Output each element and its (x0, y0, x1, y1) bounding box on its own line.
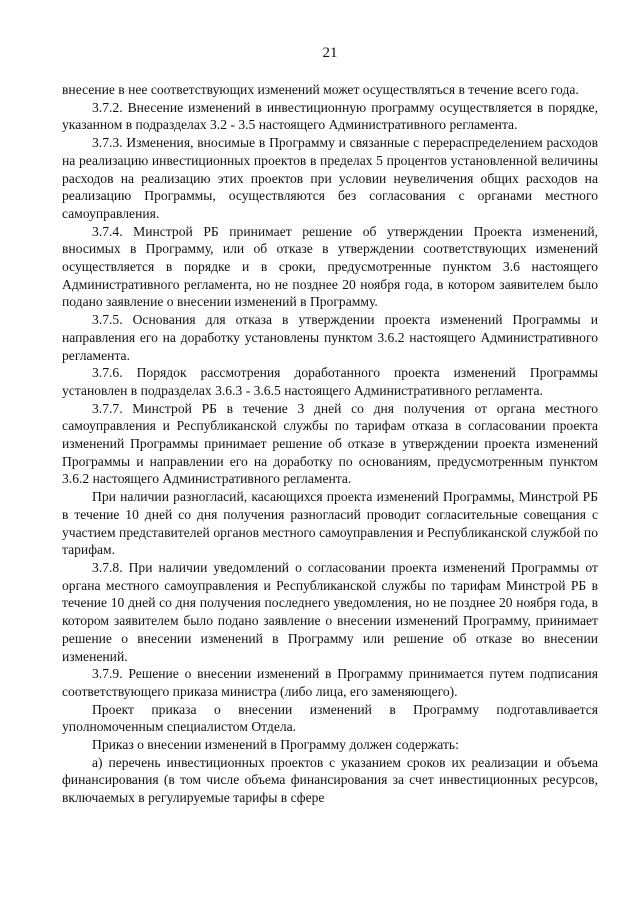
paragraph: внесение в нее соответствующих изменений может осуществляться в течение всего года. (62, 82, 579, 97)
paragraph: а) перечень инвестиционных проектов с указанием сроков их реализации и объема финансирования (в том числе объема финансирования за счет инвестиционных ресурсов, включаемых в регулируемые тарифы в сфере (62, 754, 598, 806)
paragraph: 3.7.9. Решение о внесении изменений в Программу принимается путем подписания соответствующего приказа министра (либо лица, его заменяющего). (62, 666, 598, 699)
paragraph: 3.7.4. Минстрой РБ принимает решение об утверждении Проекта изменений, вносимых в Программу, или об отказе в утверждении соответствующих изменений осуществляется в порядке и в сроки, предусмотренные пунктом 3.6 настоящего Административного регламента, но не позднее 20 ноября года, в котором заявителем было подано заявление о внесении изменений в Программу. (62, 223, 598, 310)
document-body (62, 81, 598, 807)
paragraph: 3.7.5. Основания для отказа в утверждении проекта изменений Программы и направления его на доработку установлены пунктом 3.6.2 настоящего Административного регламента. (62, 312, 598, 363)
paragraph: Приказ о внесении изменений в Программу должен содержать: (92, 737, 459, 753)
paragraph: 3.7.7. Минстрой РБ в течение 3 дней со дня получения от органа местного самоуправления и Республиканской службы по тарифам отказа в согласовании проекта изменений Программы принимает решение об отказе в утверждении проекта изменений Программы и направлении его на доработку по основаниям, предусмотренным пунктом 3.6.2 настоящего Административного регламента. (62, 400, 598, 487)
page-number: 21 (322, 45, 338, 61)
paragraph: При наличии разногласий, касающихся проекта изменений Программы, Минстрой РБ в течение 10 дней со дня получения разногласий проводит согласительные совещания с участием представителей органов местного самоуправления и Республиканской службой по тарифам. (62, 489, 598, 558)
paragraph: 3.7.6. Порядок рассмотрения доработанного проекта изменений Программы установлен в подразделах 3.6.3 - 3.6.5 настоящего Административного регламента. (62, 365, 598, 398)
paragraph: 3.7.2. Внесение изменений в инвестиционную программу осуществляется в порядке, указанном в подразделах 3.2 - 3.5 настоящего Административного регламента. (62, 99, 598, 133)
paragraph: Проект приказа о внесении изменений в Программу подготавливается уполномоченным специалистом Отдела. (62, 701, 598, 735)
paragraph: 3.7.8. При наличии уведомлений о согласовании проекта изменений Программы от органа местного самоуправления и Республиканской службы по тарифам Минстрой РБ в течение 10 дней со дня получения последнего уведомления, но не позднее 20 ноября года, в котором заявителем было подано заявление о внесении изменений Программу, принимает решение о внесении изменений в Программу или решение об отказе во внесении изменений. (62, 559, 598, 664)
paragraph: 3.7.3. Изменения, вносимые в Программу и связанные с перераспределением расходов на реализацию инвестиционных проектов в пределах 5 процентов установленной величины расходов на реализацию этих проектов при условии неувеличения общих расходов на реализацию Программы, осуществляются без согласования с органами местного самоуправления. (62, 135, 598, 221)
